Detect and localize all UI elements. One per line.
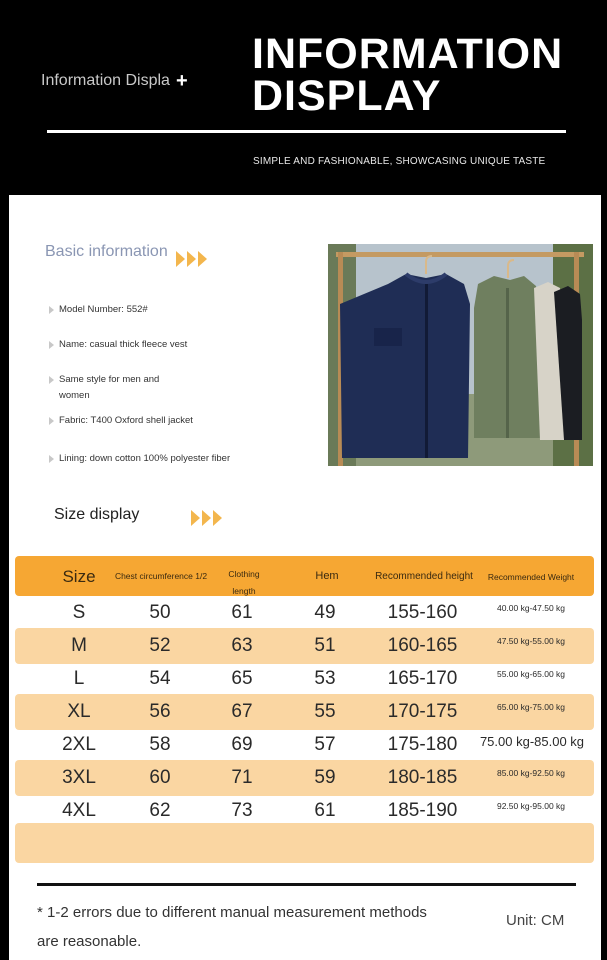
cell-weight: 55.00 kg-65.00 kg xyxy=(496,669,566,679)
header-small-label: Information Displa xyxy=(41,72,170,89)
table-row xyxy=(15,595,594,631)
chevrons-right-icon xyxy=(176,251,209,267)
cell-size: 3XL xyxy=(62,767,96,788)
size-table-header xyxy=(15,556,594,596)
title-line-1: INFORMATION xyxy=(252,30,564,78)
cell-length: 65 xyxy=(231,668,253,689)
unit-label: Unit: CM xyxy=(506,912,565,929)
cell-chest: 62 xyxy=(149,800,171,821)
table-row xyxy=(15,727,594,763)
plus-icon: + xyxy=(176,70,188,92)
header-divider xyxy=(47,130,566,133)
cell-weight: 75.00 kg-85.00 kg xyxy=(479,734,585,749)
cell-weight: 85.00 kg-92.50 kg xyxy=(496,768,566,778)
footer-divider xyxy=(37,883,576,886)
vest-photo-illustration xyxy=(328,244,593,466)
size-display-title: Size display xyxy=(54,506,140,523)
header-chest: Chest circumference 1/2 xyxy=(114,571,208,581)
cell-length: 73 xyxy=(231,800,253,821)
measurement-note: * 1-2 errors due to different manual measurement methods are reasonable. xyxy=(37,904,427,950)
cell-size: 2XL xyxy=(62,734,96,755)
cell-chest: 56 xyxy=(149,701,171,722)
bullet-icon xyxy=(49,455,54,463)
bullet-icon xyxy=(49,376,54,384)
cell-chest: 54 xyxy=(149,668,171,689)
cell-length: 61 xyxy=(231,602,253,623)
table-row xyxy=(15,760,594,796)
header-size: Size xyxy=(62,567,96,586)
cell-chest: 60 xyxy=(149,767,171,788)
info-item-text: Same style for men and women xyxy=(59,374,160,401)
cell-chest: 50 xyxy=(149,602,171,623)
cell-height: 170-175 xyxy=(387,701,458,722)
info-item-model xyxy=(49,302,259,318)
cell-length: 67 xyxy=(231,701,253,722)
cell-chest: 58 xyxy=(149,734,171,755)
info-item-text: Fabric: T400 Oxford shell jacket xyxy=(59,415,193,426)
cell-size: M xyxy=(71,635,87,656)
header-height: Recommended height xyxy=(375,571,473,582)
cell-length: 63 xyxy=(231,635,253,656)
header-subtitle: SIMPLE AND FASHIONABLE, SHOWCASING UNIQUE TASTE xyxy=(253,156,546,167)
cell-size: 4XL xyxy=(62,800,96,821)
cell-hem: 51 xyxy=(314,635,336,656)
info-item-lining xyxy=(49,451,259,467)
cell-height: 165-170 xyxy=(387,668,458,689)
info-item-name xyxy=(49,337,259,353)
title-line-2: DISPLAY xyxy=(252,72,442,120)
cell-hem: 49 xyxy=(314,602,336,623)
page-title xyxy=(252,30,564,120)
cell-hem: 59 xyxy=(314,767,336,788)
cell-hem: 61 xyxy=(314,800,336,821)
cell-size: L xyxy=(73,668,85,689)
info-item-text: Model Number: 552# xyxy=(59,304,148,315)
info-item-text: Name: casual thick fleece vest xyxy=(59,339,188,350)
cell-length: 69 xyxy=(231,734,253,755)
cell-height: 175-180 xyxy=(387,734,458,755)
basic-info-title: Basic information xyxy=(45,243,168,260)
table-row xyxy=(15,694,594,730)
info-item-style xyxy=(49,372,179,404)
cell-size: S xyxy=(72,602,86,623)
cell-weight: 40.00 kg-47.50 kg xyxy=(496,603,566,613)
header-hem: Hem xyxy=(315,570,339,582)
table-row xyxy=(15,628,594,664)
cell-hem: 55 xyxy=(314,701,336,722)
cell-length: 71 xyxy=(231,767,253,788)
cell-weight: 65.00 kg-75.00 kg xyxy=(496,702,566,712)
product-photo xyxy=(328,244,593,466)
bullet-icon xyxy=(49,341,54,349)
chevrons-right-icon xyxy=(191,510,224,526)
cell-weight: 47.50 kg-55.00 kg xyxy=(496,636,566,646)
info-item-fabric xyxy=(49,413,259,429)
cell-height: 180-185 xyxy=(387,767,458,788)
cell-hem: 57 xyxy=(314,734,336,755)
table-row xyxy=(15,661,594,697)
bullet-icon xyxy=(49,306,54,314)
cell-weight: 92.50 kg-95.00 kg xyxy=(496,801,566,811)
header-weight: Recommended Weight xyxy=(487,572,575,582)
info-item-text: Lining: down cotton 100% polyester fiber xyxy=(59,453,231,464)
cell-hem: 53 xyxy=(314,668,336,689)
table-empty-row xyxy=(15,823,594,863)
cell-height: 155-160 xyxy=(387,602,458,623)
cell-height: 160-165 xyxy=(387,635,458,656)
header-length: Clothing length xyxy=(228,569,260,596)
page-header xyxy=(0,0,607,195)
bullet-icon xyxy=(49,417,54,425)
cell-size: XL xyxy=(67,701,91,722)
cell-chest: 52 xyxy=(149,635,171,656)
cell-height: 185-190 xyxy=(387,800,458,821)
